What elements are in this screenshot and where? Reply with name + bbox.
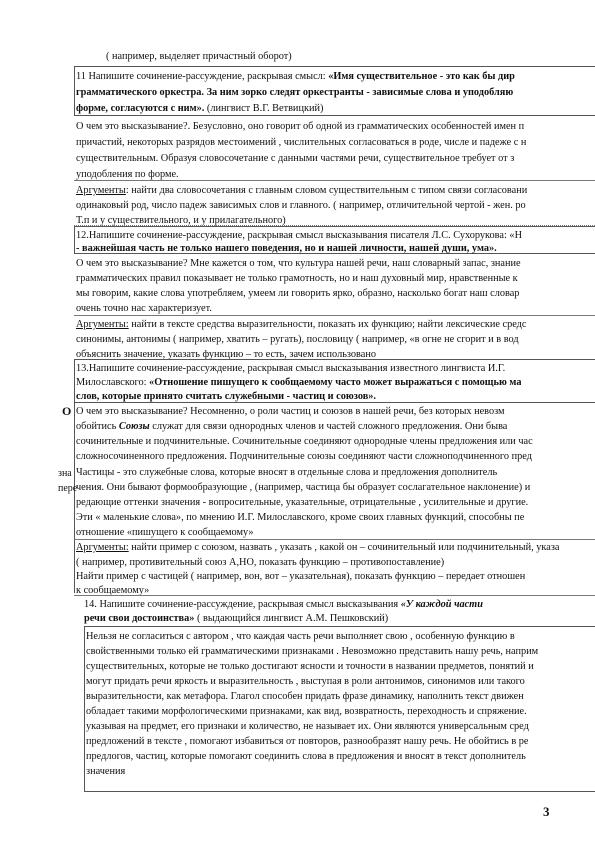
q14-body-9: предлогов, частиц, которые помогают соединить слова в предложения и вносят в текст дополнитель [86,751,526,762]
q13-body-3: сочинительные и подчинительные. Сочинительные соединяют однородные члены предложения или час [76,436,533,447]
q14-body-10: значения [86,766,126,777]
q14-body-1: Нельзя не согласиться с автором , что каждая часть речи выполняет свою , особенную функцию в [86,631,515,642]
q11-body-4: уподобления по форме. [76,169,179,180]
q12-heading-line-1: 12.Напишите сочинение-рассуждение, раскрывая смысл высказывания писателя Л.С. Сухорукова: «Н [76,230,523,241]
page-number: 3 [543,804,550,819]
q12-args-1: Аргументы: найти в тексте средства выразительности, показать их функцию; найти лексические средс [76,319,527,330]
q13-args-1: Аргументы: найти пример с союзом, назвать , указать , какой он – сочинительный или подчинительный, указа [76,542,560,553]
q11-heading-line-3: форме, согласуются с ним». (лингвист В.Г. Ветвицкий) [76,103,324,114]
q13-body-9: отношение «пишущего к сообщаемому» [76,527,254,538]
q14-body-3: существительных, которые не только достигают ясности и точности в названии предметов, понятий и [86,661,534,672]
q11-args-2: одинаковый род, число падеж зависимых слов и главного. ( например, отличительной чертой - жен. ро [76,200,526,211]
q12-body-3: мы говорим, какие слова употребляем, умеем ли говорить ярко, образно, насколько богат наш словар [76,288,520,299]
divider [74,539,595,540]
q11-body-1: О чем это высказывание?. Безусловно, оно говорит об одной из грамматических особенностей имен п [76,121,525,132]
q14-body-7: указывая на предмет, его признаки и количество, не называет их. Они являются универсальным сред [86,721,529,732]
q14-body-2: свойственными только ей грамматическими признаками . Невозможно представить нашу речь, наприм [86,646,539,657]
top-note: ( например, выделяет причастный оборот) [106,51,292,62]
q13-body-4: сложносочиненного предложения. Подчинительные союзы соединяют части сложноподчиненного пред [76,451,532,462]
q12-args-2: синонимы, антонимы ( например, хватить – ругать), пословицу ( например, «в огне не сгорит и в вод [76,334,519,345]
divider [74,315,595,316]
q14-body-8: предложений в тексте , помогают избавиться от повторов, разнообразят нашу речь. Не обойтись в ре [86,736,529,747]
q11-body-3: существительным. Образуя словосочетание с данными частями речи, существительное требует от з [76,153,515,164]
q11-heading-line-2: грамматического оркестра. За ним зорко следят оркестранты - зависимые слова и уподобляю [76,87,514,98]
q14-body-4: могут придать речи яркость и выразительность , выступая в роли антонимов, синонимов или такого [86,676,525,687]
q13-body-2: обойтись Союзы служат для связи однородных членов и частей сложного предложения. Они быва [76,421,508,432]
q14-heading-line-2: речи свои достоинства» ( выдающийся лингвист А.М. Пешковский) [84,613,389,624]
q13-body-7: редающие оттенки значения - вопросительные, указательные, отрицательные , усилительные и другие. [76,497,529,508]
q12-body-2: грамматических правил показывает не только грамотность, но и наш духовный мир, нравственные к [76,273,518,284]
q13-args-2: ( например, противительный союз А,НО, показать функцию – противопоставление) [76,557,445,568]
q14-body-5: выразительности, как метафора. Глагол способен придать фразе динамику, наполнить текст движен [86,691,524,702]
margin-fragment-1: зна [58,468,72,479]
q13-heading-line-1: 13.Напишите сочинение-рассуждение, раскрывая смысл высказывания известного лингвиста И.Г. [76,363,506,374]
q11-args-3: Т.п и у существительного, и у прилагательного) [76,215,286,226]
q12-body-1: О чем это высказывание? Мне кажется о том, что культура нашей речи, наш словарный запас, знание [76,258,521,269]
margin-fragment-2: пере [58,483,78,494]
q11-args-1: Аргументы: найти два словосочетания с главным словом существительным с типом связи согласовани [76,185,528,196]
q14-heading-line-1: 14. Напишите сочинение-рассуждение, раскрывая смысл высказывания «У каждой части [84,599,483,610]
q12-args-3: объяснить значение, указать функцию – то есть, зачем использовано [76,349,377,360]
q13-heading-line-2: Милославского: «Отношение пишущего к сообщаемому часто может выражаться с помощью ма [76,377,522,388]
q11-heading-line-1: 11 Напишите сочинение-рассуждение, раскрывая смысл: «Имя существительное - это как бы дир [76,71,515,82]
q11-body-2: причастий, некоторых разрядов местоимений , числительных согласоваться в роде, числе и падеже с н [76,137,527,148]
q13-args-3: Найти пример с частицей ( например, вон, вот – указательная), показать функцию – передает отношен [76,571,526,582]
q13-heading-line-3: слов, которые принято считать служебными - частиц и союзов». [76,391,377,402]
divider [74,595,595,596]
q13-body-6: чения. Они бывают формообразующие , (например, частица бы образует сослагательное наклонение) и [76,482,531,493]
q13-body-1: О чем это высказывание? Несомненно, о роли частиц и союзов в нашей речи, без которых невозм [76,406,505,417]
q12-body-4: очень точно нас характеризует. [76,303,212,314]
q13-left-rule [74,403,75,593]
q12-heading-line-2: - важнейшая часть не только нашего поведения, но и нашей личности, нашей души, ума». [76,243,497,254]
margin-letter: О [62,404,72,418]
q13-body-5: Частицы - это служебные слова, которые вносят в отдельные слова и предложения дополнитель [76,467,498,478]
q14-body-6: обладает такими морфологическими признаками, как вид, возвратность, переходность и спряжение. [86,706,527,717]
divider [74,180,595,181]
q13-args-4: к сообщаемому» [76,585,150,596]
q13-body-8: Эти « маленькие слова», по мнению И.Г. Милославского, кроме своих главных функций, способны пе [76,512,525,523]
